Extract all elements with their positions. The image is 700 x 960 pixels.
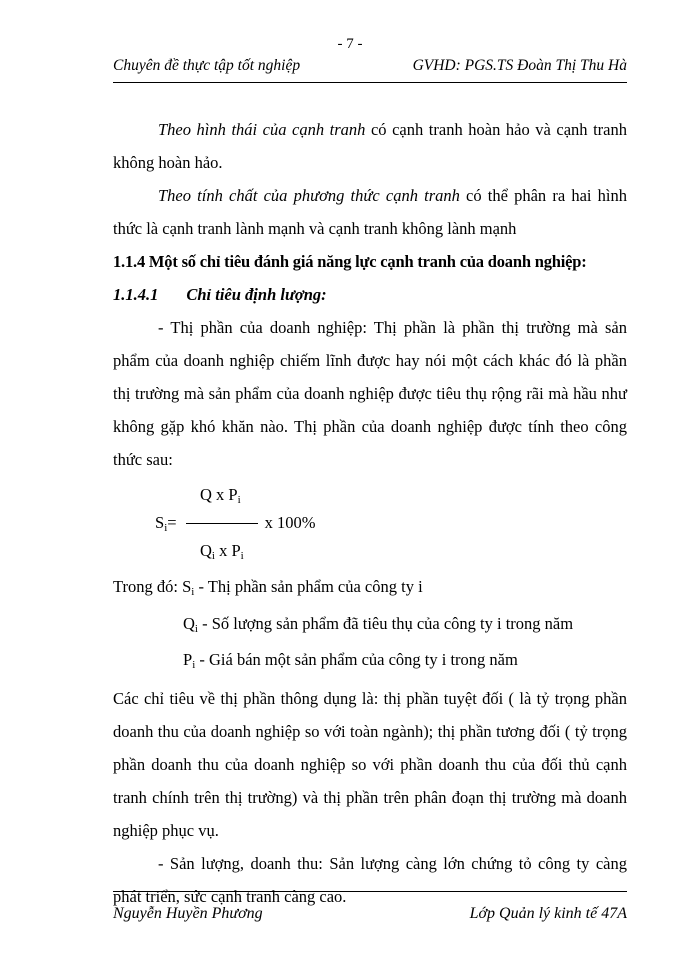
numerator-subscript: i bbox=[237, 494, 241, 506]
legend-line-q bbox=[183, 606, 627, 643]
subsection-heading-1-1-4-1 bbox=[113, 278, 627, 311]
lhs-subscript: i bbox=[164, 522, 168, 534]
fraction-bar bbox=[186, 523, 258, 524]
paragraph-text: Sản lượng càng lớn chứng tỏ công ty càng phát triển, sức cạnh tranh càng cao. bbox=[113, 853, 627, 906]
heading-title: Chỉ tiêu định lượng: bbox=[186, 285, 327, 304]
symbol-q: Q bbox=[183, 613, 195, 633]
formula-main-line bbox=[155, 509, 627, 537]
page-footer bbox=[113, 891, 627, 923]
paragraph-market-share: - Thị phần của doanh nghiệp: Thị phần là phần thị trường mà sản phẩm của doanh nghiệp chiếm lĩnh được hay nói một cách khác đó là phần thị trường mà sản phẩm của doanh nghiệp được tiêu thụ rộng rãi mà hầu như không gặp khó khăn nào. Thị phần của doanh nghiệp được tính theo công thức sau: bbox=[113, 318, 627, 469]
header-supervisor: GVHD: PGS.TS Đoàn Thị Thu Hà bbox=[412, 57, 627, 74]
equals-sign: = bbox=[167, 513, 177, 532]
paragraph-lead: - Sản lượng, doanh thu: bbox=[158, 853, 330, 873]
denominator-q-subscript: i bbox=[211, 550, 215, 562]
formula-numerator bbox=[200, 481, 627, 509]
footer-author: Nguyễn Huyền Phương bbox=[113, 905, 263, 922]
symbol-q-subscript: i bbox=[194, 622, 198, 635]
legend-line-p bbox=[183, 642, 627, 679]
italic-lead-in: Theo hình thái của cạnh tranh bbox=[158, 120, 366, 139]
paragraph-text: có thể phân ra hai hình thức là cạnh tranh lành mạnh và cạnh tranh không lành mạnh bbox=[113, 186, 627, 238]
formula-denominator bbox=[200, 537, 627, 565]
multiplier-text: x 100% bbox=[264, 513, 316, 532]
header-report-title: Chuyên đề thực tập tốt nghiệp bbox=[113, 57, 301, 74]
paragraph-share-indicators: Các chỉ tiêu về thị phần thông dụng là: thị phần tuyệt đối ( là tỷ trọng phần doanh thu của doanh nghiệp so với toàn ngành); thị phần tương đối ( tỷ trọng phần doanh thu của doanh nghiệp so với phần doanh thu của đối thủ cạnh tranh chính trên thị trường) và thị phần trên phân đoạn thị trường mà doanh nghiệp phục vụ. bbox=[113, 688, 627, 840]
formula-legend bbox=[113, 569, 627, 679]
symbol-s-subscript: i bbox=[191, 586, 195, 598]
numerator-text: Q x P bbox=[200, 485, 238, 504]
page-header bbox=[113, 57, 627, 83]
legend-intro: Trong đó: bbox=[113, 577, 183, 596]
footer-class: Lớp Quản lý kinh tế 47A bbox=[469, 905, 627, 922]
symbol-p-subscript: i bbox=[192, 659, 196, 671]
symbol-s: S bbox=[182, 577, 192, 596]
paragraph-competition-method bbox=[113, 179, 627, 245]
symbol-p: P bbox=[183, 650, 193, 669]
paragraph-competition-form bbox=[113, 113, 627, 179]
heading-number: 1.1.4.1 bbox=[113, 285, 159, 304]
legend-line-s bbox=[113, 569, 627, 606]
document-body bbox=[113, 83, 627, 913]
market-share-formula bbox=[155, 481, 627, 565]
denominator-q: Q bbox=[200, 541, 212, 560]
symbol-p-description: - Giá bán một sản phẩm của công ty i trong năm bbox=[195, 650, 518, 669]
section-heading-1-1-4: 1.1.4 Một số chỉ tiêu đánh giá năng lực cạnh tranh của doanh nghiệp: bbox=[113, 252, 587, 271]
symbol-s-description: - Thị phần sản phẩm của công ty i bbox=[194, 577, 423, 596]
lhs-symbol: S bbox=[155, 513, 165, 532]
page-number: - 7 - bbox=[337, 36, 363, 52]
denominator-p: x P bbox=[214, 541, 241, 560]
symbol-q-description: - Số lượng sản phẩm đã tiêu thụ của công ty i trong năm bbox=[197, 613, 574, 633]
denominator-p-subscript: i bbox=[240, 550, 244, 562]
paragraph-text: có cạnh tranh hoàn hảo và cạnh tranh không hoàn hảo. bbox=[113, 120, 627, 172]
italic-lead-in: Theo tính chất của phương thức cạnh tranh bbox=[158, 186, 460, 205]
